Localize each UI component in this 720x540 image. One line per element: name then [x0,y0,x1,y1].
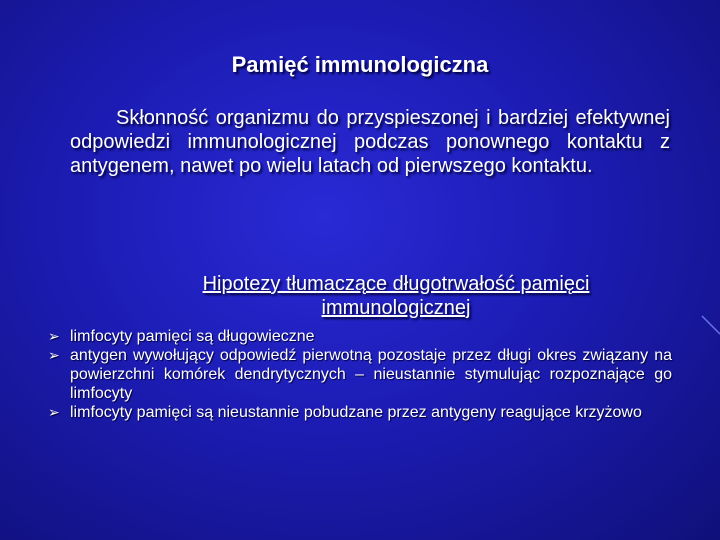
list-item [48,327,672,346]
arrow-bullet-icon: ➢ [48,404,60,420]
slide-title: Pamięć immunologiczna [231,52,489,77]
hypotheses-subheading: Hipotezy tłumaczące długotrwałość pamięci immunologicznej [202,273,590,319]
list-item [48,346,672,403]
arrow-bullet-icon: ➢ [48,328,60,344]
definition-paragraph: Skłonność organizmu do przyspieszonej i bardziej efektywnej odpowiedzi immunologicznej podczas ponownego kontaktu z antygenem, nawet po wielu latach od pierwszego kontaktu. [70,107,670,177]
list-item-text: limfocyty pamięci są nieustannie pobudzane przez antygeny reagujące krzyżowo [70,404,642,421]
list-item [48,403,672,422]
list-item-text: limfocyty pamięci są długowieczne [70,328,315,345]
hypotheses-list [48,327,672,422]
list-item-text: antygen wywołujący odpowiedź pierwotną pozostaje przez długi okres związany na powierzchni komórek dendrytycznych – nieustannie stymulując rozpoznające go limfocyty [70,347,672,402]
arrow-bullet-icon: ➢ [48,347,60,363]
